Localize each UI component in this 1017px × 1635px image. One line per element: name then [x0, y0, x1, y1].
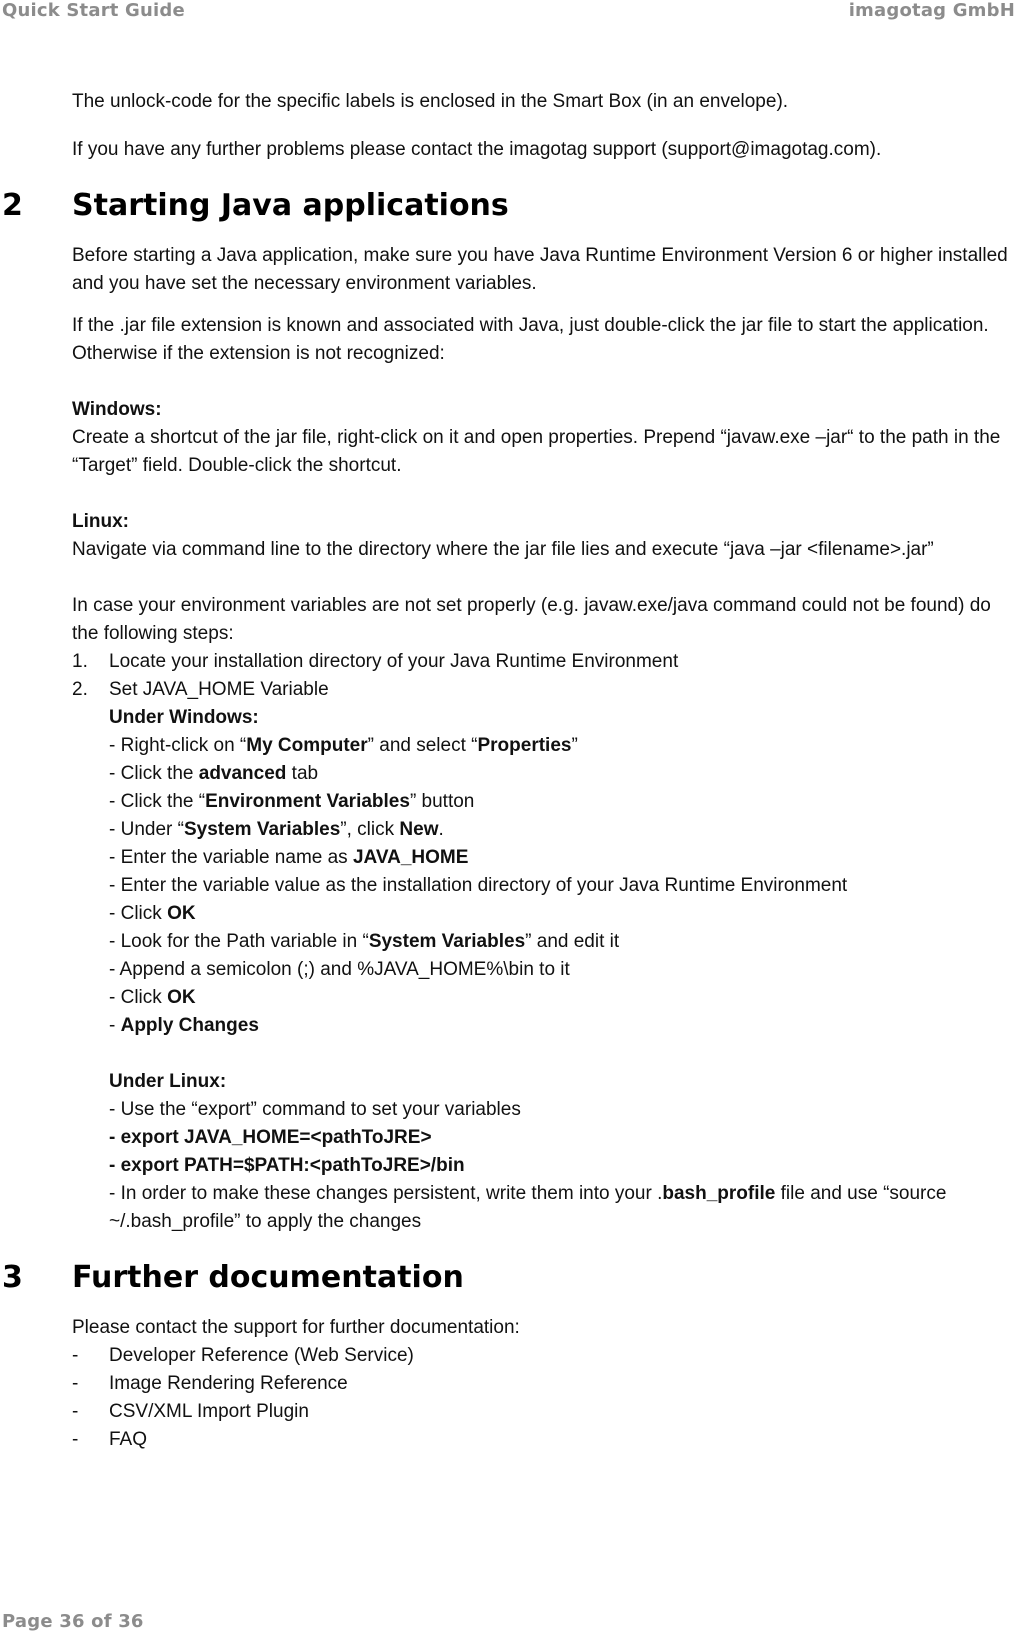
windows-step-line: - Enter the variable name as JAVA_HOME: [109, 847, 469, 868]
list-marker: -: [72, 1345, 79, 1366]
windows-step-line: - Right-click on “My Computer” and select “Properties”: [109, 735, 578, 756]
windows-step-line: - Apply Changes: [109, 1015, 259, 1036]
linux-command-line: - export PATH=$PATH:<pathToJRE>/bin: [109, 1155, 465, 1176]
list-item-text: Image Rendering Reference: [109, 1373, 348, 1394]
list-item-text: CSV/XML Import Plugin: [109, 1401, 309, 1422]
section-number: 2: [2, 188, 23, 223]
windows-step-line: - Click the “Environment Variables” button: [109, 791, 475, 812]
documentation-list: [72, 1342, 1017, 1454]
linux-command-line: - export JAVA_HOME=<pathToJRE>: [109, 1127, 432, 1148]
intro-support-paragraph: If you have any further problems please contact the imagotag support (support@imagotag.com).: [72, 139, 882, 160]
jar-extension-paragraph: If the .jar file extension is known and associated with Java, just double-click the jar file to start the application. Otherwise if the extension is not recognized:: [72, 315, 989, 364]
list-item: [72, 1370, 1017, 1398]
section-number: 3: [2, 1260, 23, 1295]
under-windows-label: Under Windows:: [109, 707, 259, 728]
list-item-text: FAQ: [109, 1429, 148, 1450]
windows-label: Windows:: [72, 399, 162, 420]
list-item-text: Locate your installation directory of your Java Runtime Environment: [109, 651, 679, 672]
list-item: [72, 676, 1017, 704]
list-marker: -: [72, 1373, 79, 1394]
windows-step-line: - Click the advanced tab: [109, 763, 319, 784]
linux-step-line: - In order to make these changes persistent, write them into your .bash_profile file and use “source ~/.bash_profile” to apply the changes: [109, 1183, 947, 1232]
linux-step-line: - Use the “export” command to set your variables: [109, 1099, 521, 1120]
document-body: [2, 88, 1017, 1454]
windows-step-line: - Append a semicolon (;) and %JAVA_HOME%\bin to it: [109, 959, 570, 980]
header-company-name: imagotag GmbH: [848, 0, 1015, 21]
list-marker: 1.: [72, 651, 88, 672]
list-item: [72, 1398, 1017, 1426]
list-item: [72, 1426, 1017, 1454]
java-requirements-paragraph: Before starting a Java application, make sure you have Java Runtime Environment Version 6 or higher installed and you have set the necessary environment variables.: [72, 245, 1008, 294]
section-heading-documentation: [2, 1252, 1017, 1308]
list-item: [72, 1342, 1017, 1370]
windows-step-line: - Enter the variable value as the installation directory of your Java Runtime Environment: [109, 875, 848, 896]
header-document-title: Quick Start Guide: [2, 0, 185, 21]
windows-step-line: - Click OK: [109, 903, 196, 924]
list-marker: 2.: [72, 679, 88, 700]
setup-steps-list: [72, 648, 1017, 704]
linux-label: Linux:: [72, 511, 129, 532]
page-footer: [0, 1611, 1017, 1635]
list-item: [72, 648, 1017, 676]
list-marker: -: [72, 1429, 79, 1450]
page-number: Page 36 of 36: [2, 1611, 144, 1632]
documentation-paragraph: Please contact the support for further documentation:: [72, 1317, 520, 1338]
intro-unlock-code-paragraph: The unlock-code for the specific labels is enclosed in the Smart Box (in an envelope).: [72, 91, 789, 112]
list-marker: -: [72, 1401, 79, 1422]
windows-step-line: - Under “System Variables”, click New.: [109, 819, 444, 840]
windows-step-line: - Look for the Path variable in “System Variables” and edit it: [109, 931, 620, 952]
under-windows-block: [72, 704, 1017, 1236]
windows-step-line: - Click OK: [109, 987, 196, 1008]
environment-variables-paragraph: In case your environment variables are not set properly (e.g. javaw.exe/java command could not be found) do the following steps:: [72, 595, 991, 644]
section-heading-java: [2, 180, 1017, 236]
linux-instructions: Navigate via command line to the directory where the jar file lies and execute “java –jar <filename>.jar”: [72, 539, 934, 560]
page-header: [0, 0, 1017, 24]
under-linux-label: Under Linux:: [109, 1071, 227, 1092]
list-item-text: Set JAVA_HOME Variable: [109, 679, 329, 700]
section-title: Further documentation: [72, 1260, 464, 1295]
list-item-text: Developer Reference (Web Service): [109, 1345, 414, 1366]
section-title: Starting Java applications: [72, 188, 509, 223]
windows-instructions: Create a shortcut of the jar file, right-click on it and open properties. Prepend “javaw.exe –jar“ to the path in the “Target” field. Double-click the shortcut.: [72, 427, 1001, 476]
